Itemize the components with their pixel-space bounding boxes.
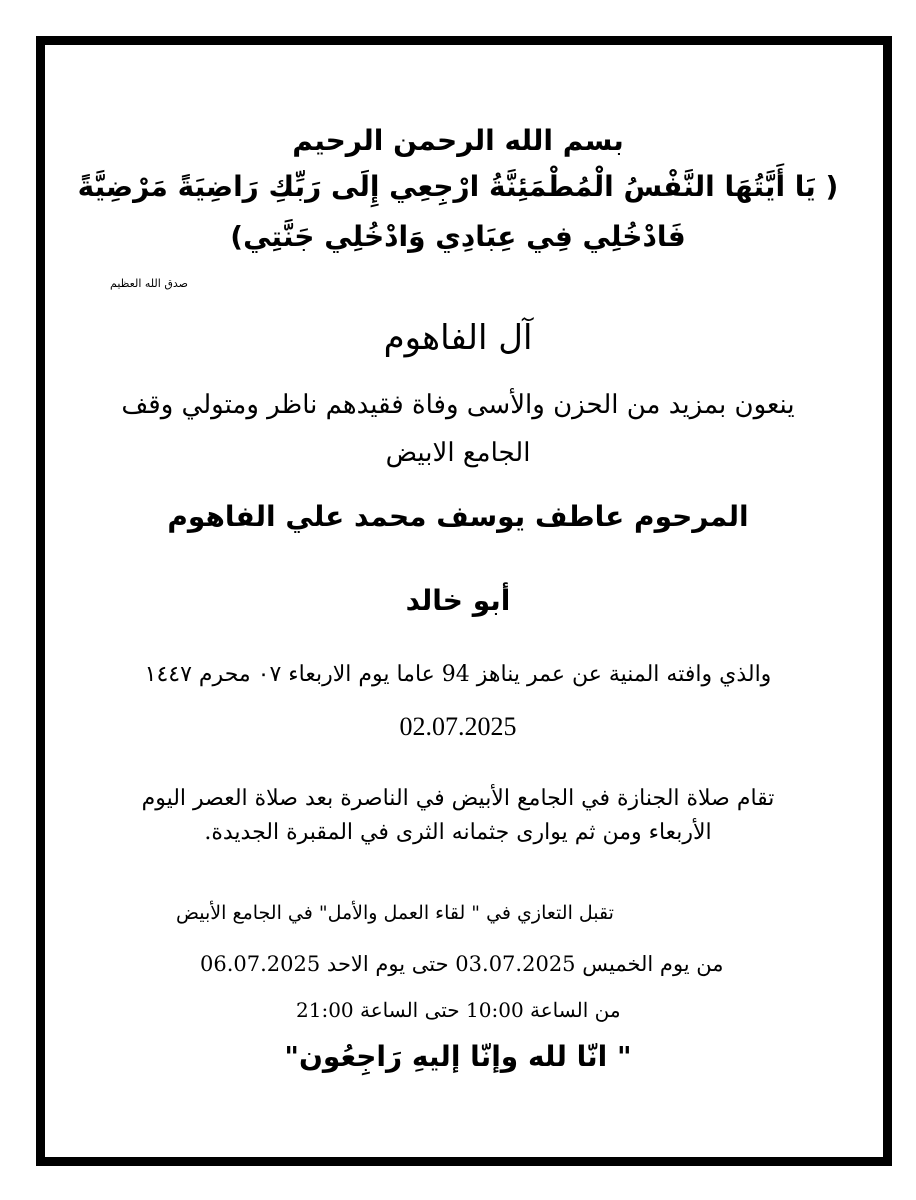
funeral-text-line-2: الأربعاء ومن ثم يوارى جثمانه الثرى في المقبرة الجديدة. [204,820,712,845]
condolence-hours: من الساعة 10:00 حتى الساعة 21:00 [296,998,621,1022]
mourning-text-line-1: ينعون بمزيد من الحزن والأسى وفاة فقيدهم ناظر ومتولي وقف [121,390,795,420]
mourning-text-line-2: الجامع الابيض [385,438,531,468]
closing-phrase: " انّا لله وإنّا إليهِ رَاجِعُون" [284,1040,632,1073]
deceased-kunya: أبو خالد [405,584,511,617]
gregorian-date: 02.07.2025 [399,712,517,741]
death-date-line: والذي وافته المنية عن عمر يناهز 94 عاما يوم الاربعاء ٠٧ محرم ١٤٤٧ [144,662,772,687]
quran-verse-line-1: ( يَا أَيَّتُهَا النَّفْسُ الْمُطْمَئِنَّةُ ارْجِعِي إِلَى رَبِّكِ رَاضِيَةً مَرْضِيَّةً [77,170,839,203]
basmala-heading: بسم الله الرحمن الرحيم [292,124,624,157]
deceased-name: المرحوم عاطف يوسف محمد علي الفاهوم [167,500,749,533]
sadaq-allah-text: صدق الله العظيم [110,277,188,290]
condolence-location: تقبل التعازي في " لقاء العمل والأمل" في الجامع الأبيض [176,902,614,924]
funeral-text-line-1: تقام صلاة الجنازة في الجامع الأبيض في الناصرة بعد صلاة العصر اليوم [141,786,775,811]
family-name: آل الفاهوم [383,318,533,358]
condolence-dates: من يوم الخميس 03.07.2025 حتى يوم الاحد 06.07.2025 [200,952,724,976]
quran-verse-line-2: فَادْخُلِي فِي عِبَادِي وَادْخُلِي جَنَّتِي) [230,220,686,253]
